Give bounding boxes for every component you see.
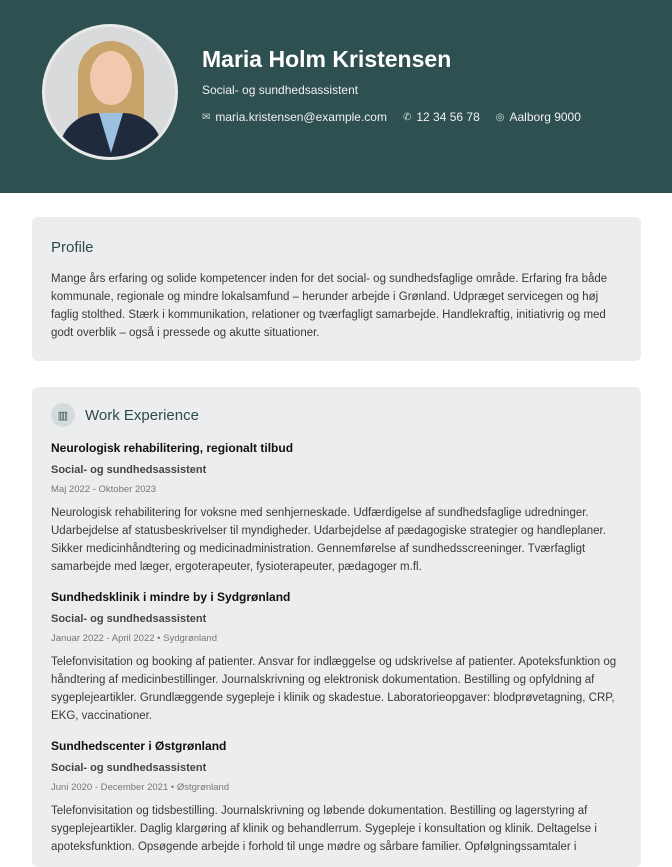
- mail-icon: ✉: [202, 111, 211, 123]
- job-description: Telefonvisitation og tidsbestilling. Journalskrivning og løbende dokumentation. Bestilling og lagerstyring af sygeplejeartikler. Daglig klargøring af klinik og behandlerrum. Sygepleje i konsultation og klinik. Deltagelse i apoteksfunktion. Opsøgende arbejde i forhold til unge mødre og sårbare familier. Opfølgningssamtaler i: [51, 805, 597, 853]
- location-icon: ◎: [495, 111, 505, 123]
- phone-icon: ✆: [402, 111, 412, 123]
- job-title: Social- og sundhedsassistent: [202, 83, 359, 97]
- email-link[interactable]: maria.kristensen@example.com: [215, 110, 387, 124]
- briefcase-icon: ▥: [51, 403, 75, 427]
- job-description: Neurologisk rehabilitering for voksne med senhjerneskade. Udfærdigelse af sundhedsfaglige udredninger. Udarbejdelse af statusbeskrivelser til myndigheder. Udarbejdelse af pædagogiske strategier og handleplaner. Sikker medicinhåndtering og medicinadministration. Gennemførelse af sundhedsscreeninger. Tværfagligt samarbejde med læger, ergoterapeuter, fysioterapeuter, pædagoger m.fl.: [51, 507, 606, 573]
- phone-link[interactable]: 12 34 56 78: [416, 110, 480, 124]
- job-role: Social- og sundhedsassistent: [51, 762, 207, 774]
- job-dates: Maj 2022 - Oktober 2023: [51, 484, 157, 495]
- contact-info: [202, 110, 581, 124]
- job-company: Sundhedsklinik i mindre by i Sydgrønland: [51, 590, 291, 604]
- location-text: Aalborg 9000: [509, 110, 581, 124]
- job-role: Social- og sundhedsassistent: [51, 613, 207, 625]
- job-dates: Januar 2022 - April 2022 • Sydgrønland: [51, 633, 217, 644]
- job-company: Sundhedscenter i Østgrønland: [51, 739, 227, 753]
- header: [0, 0, 672, 193]
- profile-section: [32, 217, 641, 361]
- profile-text: Mange års erfaring og solide kompetencer inden for det social- og sundhedsfaglige område. Erfaring fra både kommunale, regionale og mindre lokalsamfund – herunder arbejde i Grønland. Udpræget servicegen og høj faglig stolthed. Stærk i kommunikation, relationer og tværfagligt samarbejde. Handlekraftig, initiativrig og med godt overblik – også i pressede og akutte situationer.: [51, 273, 608, 339]
- job-entry: [51, 739, 622, 856]
- job-description: Telefonvisitation og booking af patienter. Ansvar for indlæggelse og udskrivelse af patienter. Apoteksfunktion og håndtering af medicinbestillinger. Journalskrivning og elektronisk dokumentation. Bestilling og opfyldning af sygeplejeartikler. Grundlæggende sygepleje i klinik og skadestue. Laboratorieopgaver: blodprøvetagning, CRP, EKG, vaccinationer.: [51, 656, 617, 722]
- person-name: Maria Holm Kristensen: [202, 46, 452, 72]
- profile-heading: Profile: [51, 239, 94, 256]
- job-role: Social- og sundhedsassistent: [51, 464, 207, 476]
- profile-photo: [42, 24, 178, 160]
- job-company: Neurologisk rehabilitering, regionalt tilbud: [51, 441, 294, 455]
- job-entry: [51, 590, 622, 725]
- job-dates: Juni 2020 - December 2021 • Østgrønland: [51, 782, 230, 793]
- work-experience-section: [32, 387, 641, 867]
- work-experience-heading: Work Experience: [85, 406, 199, 424]
- job-entry: [51, 441, 622, 576]
